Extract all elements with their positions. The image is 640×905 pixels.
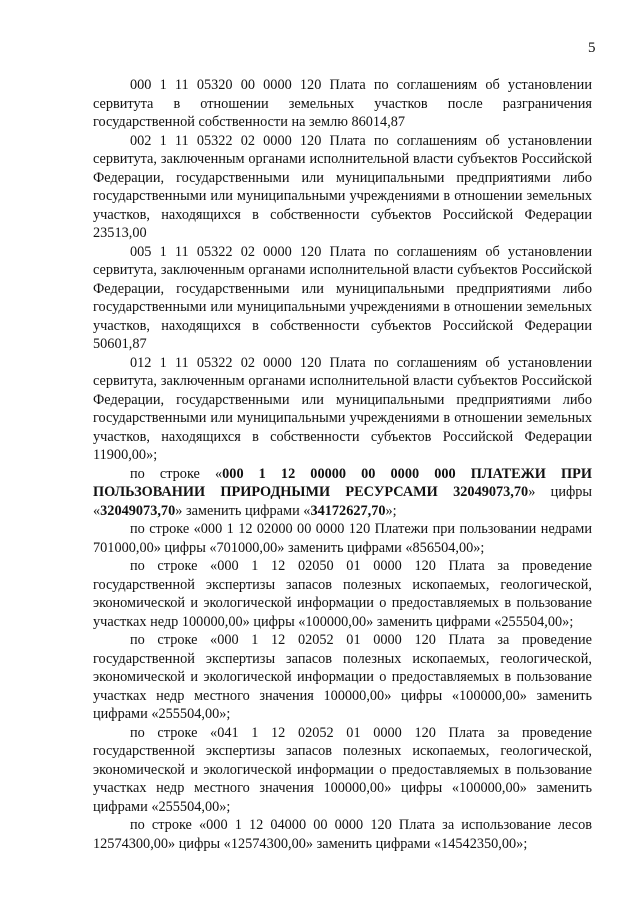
bold-text: 32049073,70 — [100, 502, 176, 519]
paragraph-text: » заменить цифрами « — [175, 502, 311, 519]
bold-text: 000 1 12 00000 00 0000 000 ПЛАТЕЖИ ПРИ ПОЛЬЗОВАНИИ ПРИРОДНЫМИ РЕСУРСАМИ 32049073,70 — [93, 465, 592, 500]
paragraph: по строке «000 1 12 02052 01 0000 120 Плата за проведение государственной экспертизы запасов полезных ископаемых, геологической, экономической и экологической информации о предоставляемых в пользование участках недр местного значения 100000,00» цифры «100000,00» заменить цифрами «255504,00»; — [93, 632, 592, 722]
paragraph: 012 1 11 05322 02 0000 120 Плата по соглашениям об установлении сервитута, заключенным органами исполнительной власти субъектов Российской Федерации, государственными или муниципальными предприятиями либо государственными или муниципальными учреждениями в отношении земельных участков, находящихся в собственности субъектов Российской Федерации 11900,00»; — [93, 354, 592, 463]
paragraph: по строке «000 1 12 02050 01 0000 120 Плата за проведение государственной экспертизы запасов полезных ископаемых, геологической, экономической и экологической информации о предоставляемых в пользование участках недр 100000,00» цифры «100000,00» заменить цифрами «255504,00»; — [93, 558, 592, 630]
document-body — [93, 76, 592, 853]
paragraph: 005 1 11 05322 02 0000 120 Плата по соглашениям об установлении сервитута, заключенным органами исполнительной власти субъектов Российской Федерации, государственными или муниципальными предприятиями либо государственными или муниципальными учреждениями в отношении земельных участков, находящихся в собственности субъектов Российской Федерации 50601,87 — [93, 243, 592, 352]
paragraph-text: » цифры « — [93, 484, 593, 519]
paragraph-text: »; — [385, 502, 397, 519]
paragraph-amendment-bold — [93, 465, 592, 521]
paragraph-text: по строке « — [130, 465, 223, 482]
paragraph: по строке «041 1 12 02052 01 0000 120 Плата за проведение государственной экспертизы запасов полезных ископаемых, геологической, экономической и экологической информации о предоставляемых в пользование участках недр местного значения 100000,00» цифры «100000,00» заменить цифрами «255504,00»; — [93, 724, 592, 815]
paragraph: 000 1 11 05320 00 0000 120 Плата по соглашениям об установлении сервитута в отношении земельных участков после разграничения государственной собственности на землю 86014,87 — [93, 77, 592, 130]
bold-text: 34172627,70 — [310, 502, 386, 519]
paragraph: по строке «000 1 12 04000 00 0000 120 Плата за использование лесов 12574300,00» цифры «12574300,00» заменить цифрами «14542350,00»; — [93, 817, 592, 852]
page-number: 5 — [588, 40, 596, 56]
paragraph: 002 1 11 05322 02 0000 120 Плата по соглашениям об установлении сервитута, заключенным органами исполнительной власти субъектов Российской Федерации, государственными или муниципальными предприятиями либо государственными или муниципальными учреждениями в отношении земельных участков, находящихся в собственности субъектов Российской Федерации 23513,00 — [93, 132, 592, 241]
paragraph: по строке «000 1 12 02000 00 0000 120 Платежи при пользовании недрами 701000,00» цифры «701000,00» заменить цифрами «856504,00»; — [93, 521, 592, 556]
